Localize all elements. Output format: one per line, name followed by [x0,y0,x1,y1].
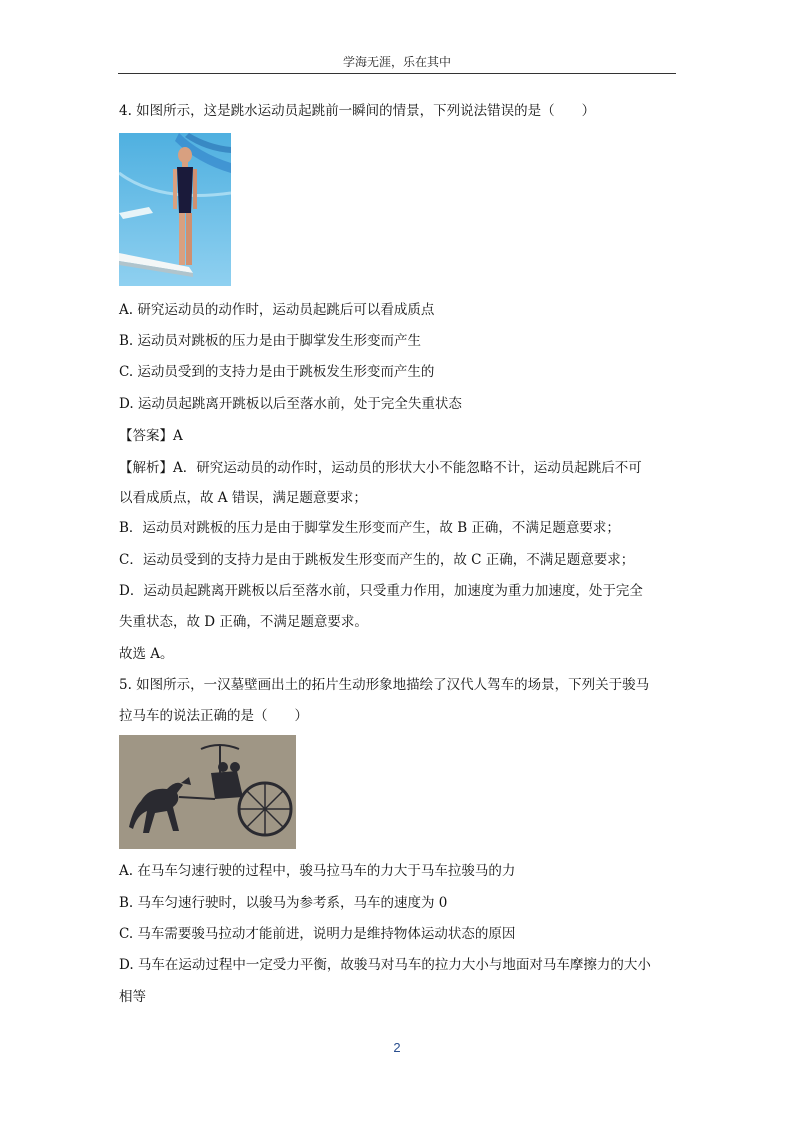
q5-option-d-continued: 相等 [119,989,146,1005]
q4-analysis-line: C．运动员受到的支持力是由于跳板发生形变而产生的，故 C 正确，不满足题意要求； [119,552,635,568]
q5-option-d: D. 马车在运动过程中一定受力平衡，故骏马对马车的拉力大小与地面对马车摩擦力的大小 [119,957,651,973]
q4-analysis-line: B．运动员对跳板的压力是由于脚掌发生形变而产生，故 B 正确，不满足题意要求； [119,520,620,536]
q4-option-a: A. 研究运动员的动作时，运动员起跳后可以看成质点 [119,302,435,318]
q5-option-c: C. 马车需要骏马拉动才能前进，说明力是维持物体运动状态的原因 [119,926,516,942]
q5-stem-line: 拉马车的说法正确的是（ ） [119,708,308,724]
q4-option-b: B. 运动员对跳板的压力是由于脚掌发生形变而产生 [119,333,422,349]
q4-answer: 【答案】A [119,428,183,444]
q4-option-c: C. 运动员受到的支持力是由于跳板发生形变而产生的 [119,364,435,380]
q4-analysis-line: D．运动员起跳离开跳板以后至落水前，只受重力作用，加速度为重力加速度，处于完全 [119,583,643,599]
q5-option-b: B. 马车匀速行驶时，以骏马为参考系，马车的速度为 0 [119,895,448,911]
page-header: 学海无涯，乐在其中 [342,55,451,69]
carriage-rubbing-image [119,735,296,849]
q4-analysis-line: 【解析】A．研究运动员的动作时，运动员的形状大小不能忽略不计，运动员起跳后不可 [119,460,642,476]
page-number: 2 [393,1040,401,1055]
q4-analysis-line: 以看成质点，故 A 错误，满足题意要求； [119,490,367,506]
q5-option-a: A. 在马车匀速行驶的过程中，骏马拉马车的力大于马车拉骏马的力 [119,863,516,879]
q4-stem: 4. 如图所示，这是跳水运动员起跳前一瞬间的情景，下列说法错误的是（ ） [119,103,596,119]
diver-photo [119,133,231,286]
header-divider [118,73,676,74]
q5-stem-line: 5. 如图所示，一汉墓壁画出土的拓片生动形象地描绘了汉代人驾车的场景，下列关于骏马 [119,677,650,693]
q4-option-d: D. 运动员起跳离开跳板以后至落水前，处于完全失重状态 [119,396,462,412]
q4-analysis-line: 失重状态，故 D 正确，不满足题意要求。 [119,614,368,630]
q4-conclusion: 故选 A。 [119,646,174,662]
